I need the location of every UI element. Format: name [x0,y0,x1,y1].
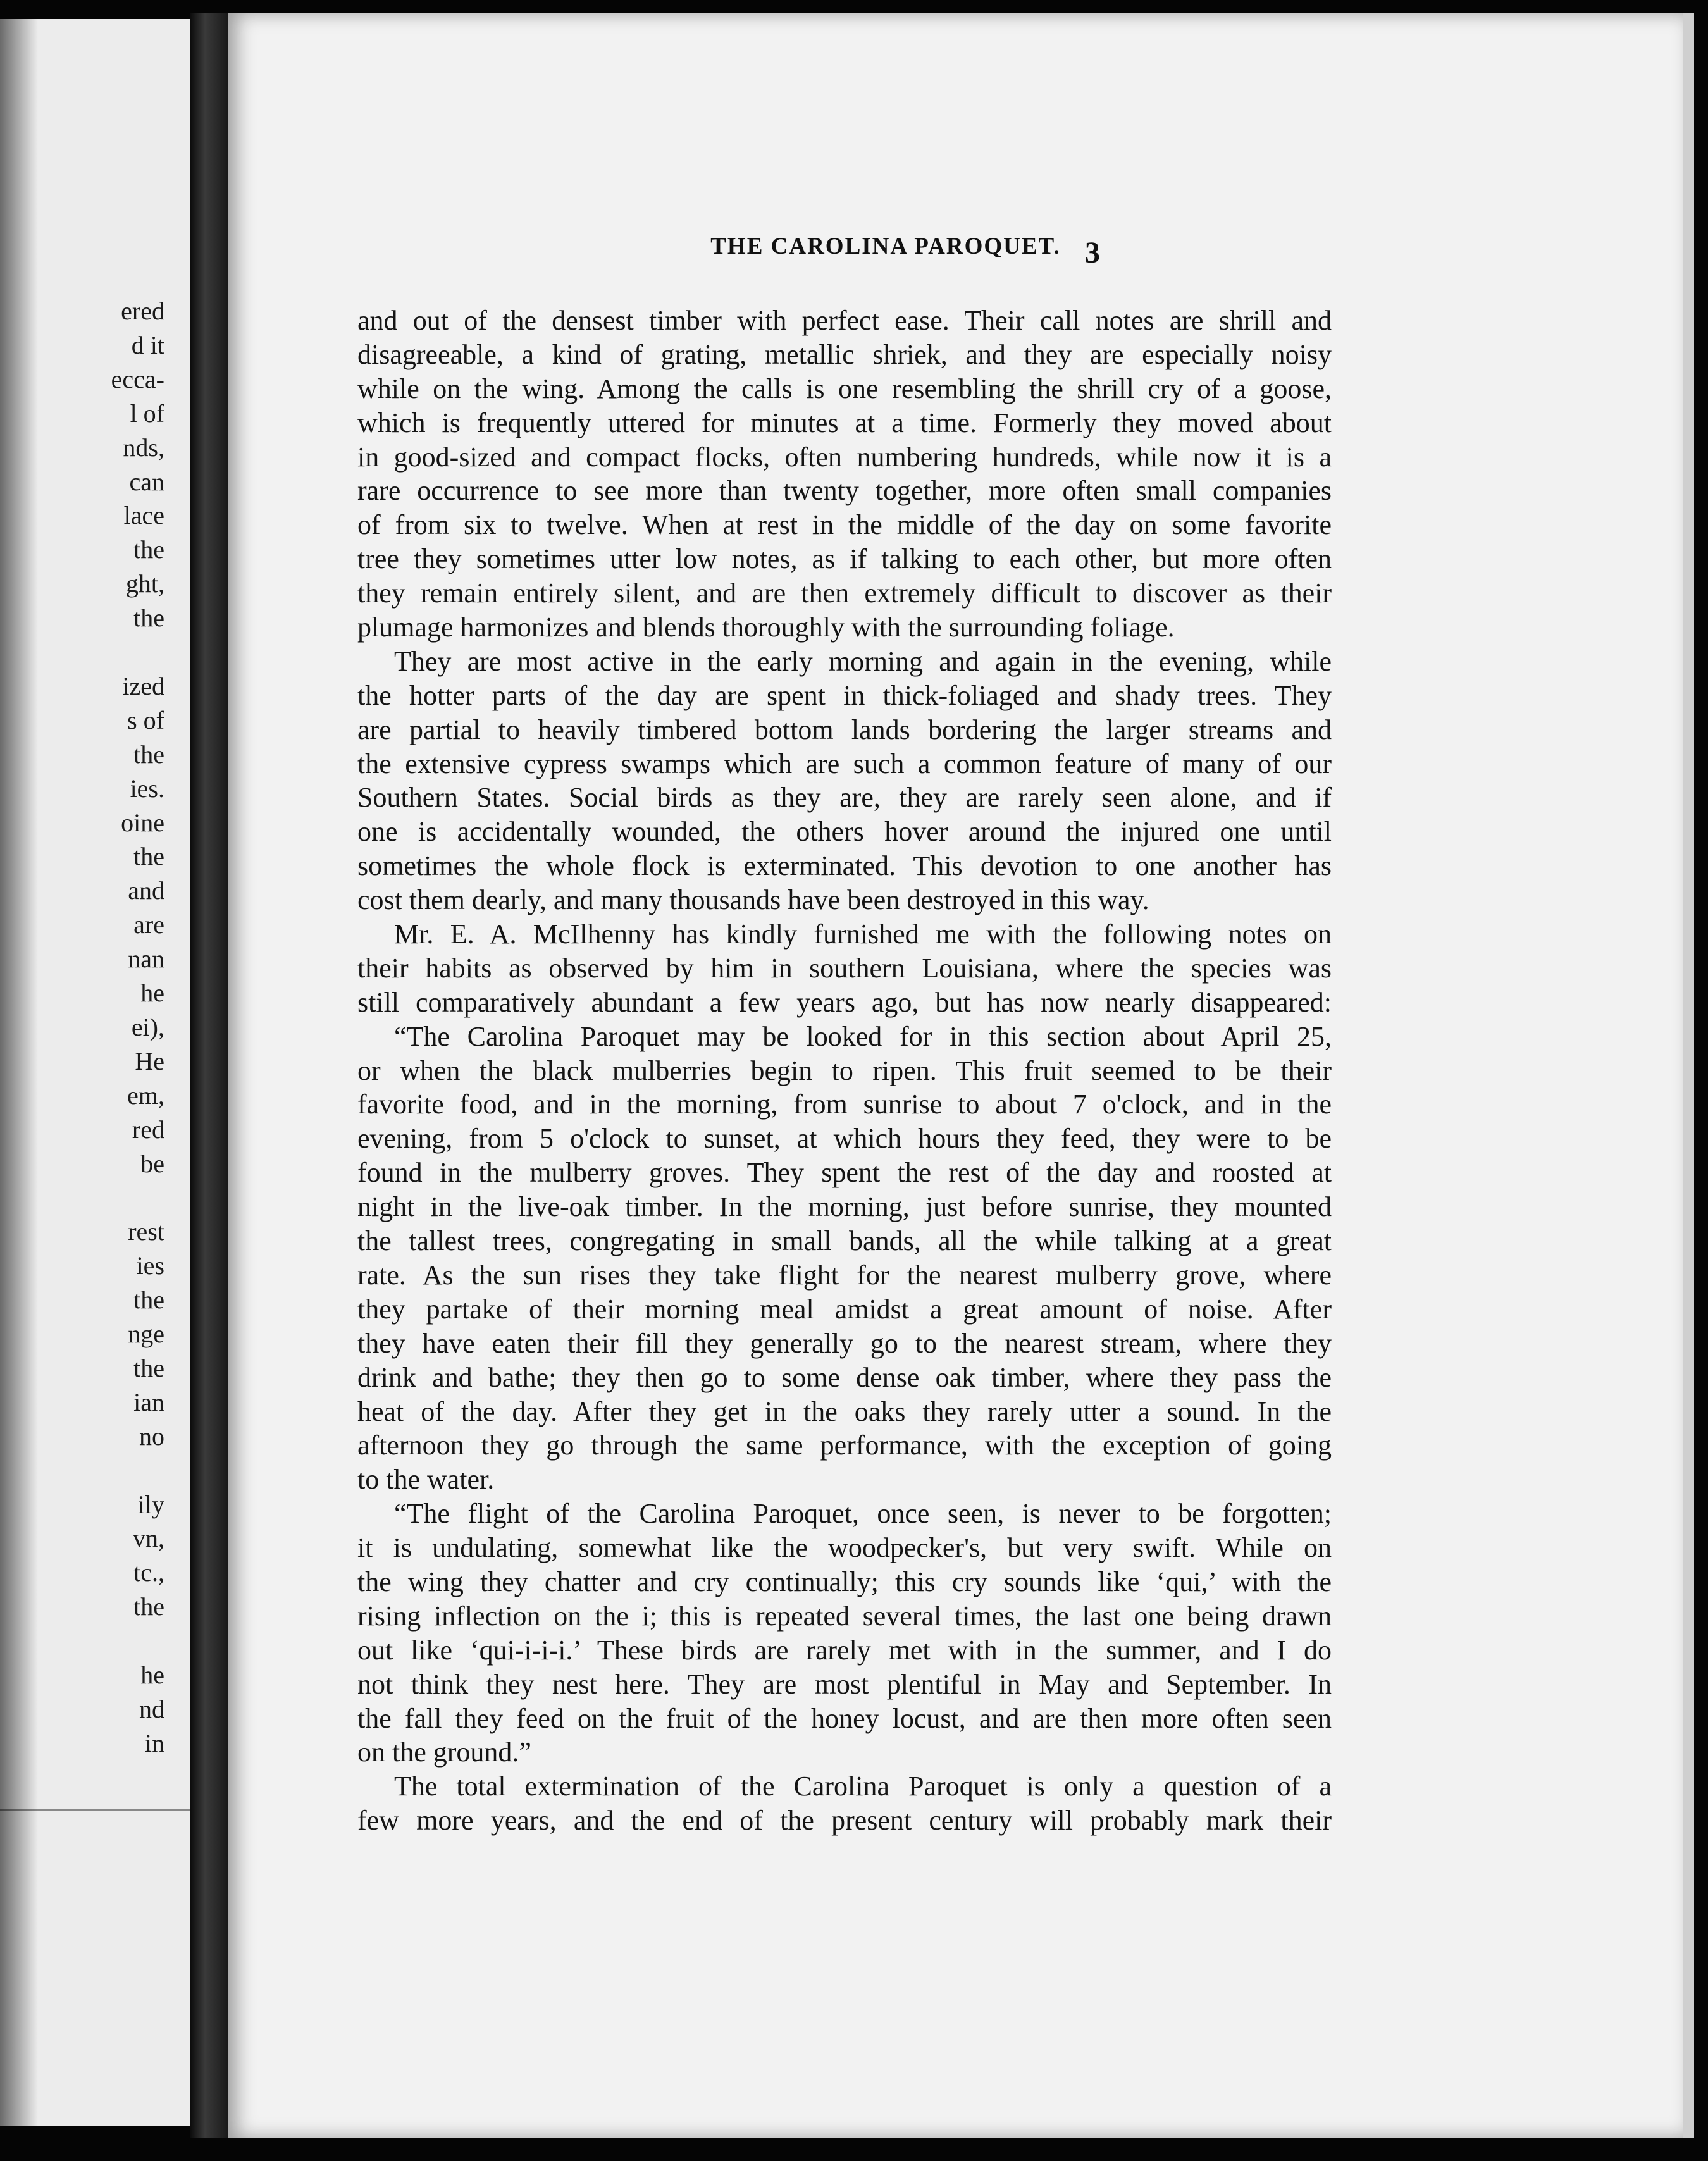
facing-page-line: vn, [133,1524,164,1553]
facing-page-line: em, [127,1080,164,1110]
facing-page-line: he [140,1661,164,1689]
text-line: one is accidentally wounded, the others hover around the injured one until [357,816,1332,848]
text-line: the fall they feed on the fruit of the honey locust, and are then more often seen [357,1702,1332,1734]
text-line: “The Carolina Paroquet may be looked for in this section about April 25, [394,1020,1332,1052]
text-line: rising inflection on the i; this is repeated several times, the last one being drawn [357,1600,1332,1632]
facing-page-line: the [133,740,164,769]
text-line: it is undulating, somewhat like the woodpecker's, but very swift. While on [357,1532,1332,1564]
text-line: favorite food, and in the morning, from sunrise to about 7 o'clock, and in the [357,1089,1332,1120]
text-line: rate. As the sun rises they take flight for the nearest mulberry grove, where [357,1259,1332,1291]
text-line: night in the live-oak timber. In the morning, just before sunrise, they mounted [357,1191,1332,1223]
facing-page-line: be [140,1149,164,1178]
text-line: they have eaten their fill they generally go to the nearest stream, where they [357,1327,1332,1359]
body-text [357,304,1332,1838]
text-line: plumage harmonizes and blends thoroughly with the surrounding foliage. [357,612,1175,643]
facing-page [0,19,190,2126]
facing-page-line: nd [139,1694,164,1723]
text-line: of from six to twelve. When at rest in the middle of the day on some favorite [357,509,1332,541]
text-line: which is frequently uttered for minutes at a time. Formerly they moved about [357,407,1332,438]
facing-page-line: the [133,1285,164,1315]
text-line: drink and bathe; they then go to some dense oak timber, where they pass the [357,1361,1332,1393]
text-line: tree they sometimes utter low notes, as if talking to each other, but more often [357,543,1332,575]
facing-page-line: the [133,535,164,564]
facing-page-line: lace [123,501,164,530]
facing-page-line: are [133,910,164,939]
text-line: the extensive cypress swamps which are such a common feature of many of our [357,748,1332,779]
facing-page-line: the [133,604,164,633]
text-line: “The flight of the Carolina Paroquet, once seen, is never to be forgotten; [394,1498,1332,1530]
text-line: found in the mulberry groves. They spent the rest of the day and roosted at [357,1157,1332,1189]
facing-page-shadow [0,19,38,2126]
facing-page-line: oine [121,808,164,837]
running-head [436,233,1335,271]
text-line: few more years, and the end of the present century will probably mark their [357,1805,1332,1836]
text-line: on the ground.” [357,1737,531,1768]
text-line: the wing they chatter and cry continually; this cry sounds like ‘qui,’ with the [357,1566,1332,1597]
facing-page-line: ized [122,671,164,700]
facing-page-line: in [144,1728,164,1757]
text-line: cost them dearly, and many thousands have been destroyed in this way. [357,884,1149,916]
running-head-title: THE CAROLINA PAROQUET. [710,233,1061,259]
facing-page-line: the [133,1353,164,1382]
text-line: are partial to heavily timbered bottom lands bordering the larger streams and [357,714,1332,745]
facing-page-line: d it [131,330,164,359]
text-line: or when the black mulberries begin to ripen. This fruit seemed to be their [357,1055,1332,1086]
facing-page-line: s of [127,705,164,734]
text-line: The total extermination of the Carolina Paroquet is only a question of a [394,1771,1332,1802]
facing-page-line: red [132,1115,164,1144]
facing-page-line: the [133,1592,164,1621]
facing-page-line: ered [121,297,164,325]
facing-page-line: ies [136,1251,164,1280]
text-line: sometimes the whole flock is exterminated. This devotion to one another has [357,850,1332,882]
facing-page-line: the [133,842,164,871]
text-line: They are most active in the early morning and again in the evening, while [394,645,1332,677]
text-line: the tallest trees, congregating in small bands, all the while talking at a great [357,1225,1332,1257]
facing-page-line: tc., [133,1558,164,1587]
facing-page-line: no [139,1421,164,1451]
facing-page-line: nds, [123,433,164,462]
facing-page-line: ecca- [111,364,164,393]
text-line: Mr. E. A. McIlhenny has kindly furnished me with the following notes on [394,919,1332,950]
facing-page-line: ily [137,1490,164,1519]
text-line: Southern States. Social birds as they are, they are rarely seen alone, and if [357,782,1332,814]
text-line: while on the wing. Among the calls is one resembling the shrill cry of a goose, [357,373,1332,404]
facing-page-line: nan [128,944,164,974]
text-line: evening, from 5 o'clock to sunset, at which hours they feed, they were to be [357,1123,1332,1155]
text-line: and out of the densest timber with perfect ease. Their call notes are shrill and [357,305,1332,336]
text-line: to the water. [357,1464,495,1495]
text-line: disagreeable, a kind of grating, metallic shriek, and they are especially noisy [357,338,1332,370]
text-line: in good-sized and compact flocks, often numbering hundreds, while now it is a [357,441,1332,473]
text-line: the hotter parts of the day are spent in thick-foliaged and shady trees. They [357,679,1332,711]
text-line: their habits as observed by him in southern Louisiana, where the species was [357,952,1332,984]
facing-page-line: ian [133,1387,164,1416]
facing-page-line: can [129,467,164,496]
text-line: they partake of their morning meal amidst a great amount of noise. After [357,1293,1332,1325]
facing-page-line: ei), [131,1012,164,1041]
text-line: not think they nest here. They are most plentiful in May and September. In [357,1668,1332,1700]
facing-page-line: nge [128,1320,164,1348]
page-edge [1683,13,1694,2138]
facing-page-line: rest [128,1217,164,1246]
facing-page-line: he [140,979,164,1007]
facing-page-line: l of [130,399,164,428]
facing-page-line: ies. [130,774,164,803]
text-line: rare occurrence to see more than twenty together, more often small companies [357,475,1332,507]
text-line: out like ‘qui-i-i-i.’ These birds are rarely met with in the summer, and I do [357,1634,1332,1666]
book-gutter [190,13,228,2138]
text-line: still comparatively abundant a few years ago, but has now nearly disappeared: [357,986,1332,1018]
facing-page-line: and [128,876,164,905]
facing-page-line: He [135,1046,164,1075]
text-line: afternoon they go through the same performance, with the exception of going [357,1430,1332,1461]
text-line: they remain entirely silent, and are then extremely difficult to discover as their [357,578,1332,609]
page-number: 3 [1085,236,1100,269]
text-line: heat of the day. After they get in the oaks they rarely utter a sound. In the [357,1396,1332,1427]
facing-page-line: ght, [125,569,164,598]
